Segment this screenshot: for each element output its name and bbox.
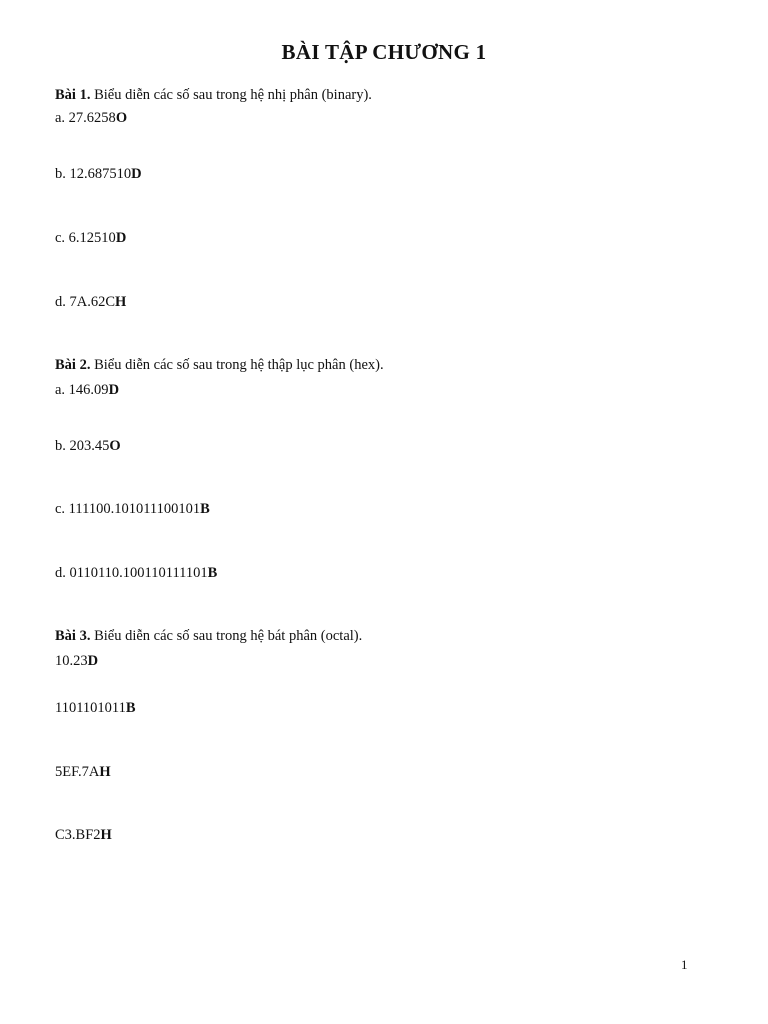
- exercise-1-label: Bài 1.: [55, 87, 91, 103]
- page-title: BÀI TẬP CHƯƠNG 1: [281, 40, 487, 64]
- item-base-suffix: H: [115, 294, 127, 310]
- item-number: 10.23: [55, 653, 88, 669]
- exercise-3-item-4: [55, 826, 112, 844]
- exercise-1-heading: [55, 86, 372, 104]
- exercise-2-instruction: Biểu diễn các số sau trong hệ thập lục phân (hex).: [90, 357, 384, 373]
- item-number: 1101101011: [55, 700, 126, 716]
- item-number: d. 7A.62C: [55, 294, 116, 310]
- exercise-2-heading: [55, 356, 384, 374]
- exercise-2-item-b: [55, 437, 121, 455]
- exercise-1-item-c: [55, 229, 126, 247]
- exercise-1-instruction: Biểu diễn các số sau trong hệ nhị phân (binary).: [90, 87, 372, 103]
- item-base-suffix: O: [115, 110, 128, 126]
- exercise-1-item-b: [55, 165, 142, 183]
- item-base-suffix: B: [200, 501, 210, 517]
- item-number: a. 146.09: [55, 382, 109, 398]
- exercise-2-item-d: [55, 564, 217, 582]
- item-base-suffix: D: [115, 230, 127, 246]
- item-number: C3.BF2: [55, 827, 101, 843]
- exercise-3-item-3: [55, 763, 111, 781]
- page-number: 1: [681, 957, 688, 972]
- exercise-3-instruction: Biểu diễn các số sau trong hệ bát phân (octal).: [90, 628, 363, 644]
- exercise-3-label: Bài 3.: [55, 628, 91, 644]
- exercise-3-heading: [55, 627, 362, 645]
- item-base-suffix: D: [131, 166, 142, 182]
- item-number: c. 6.12510: [55, 230, 116, 246]
- item-base-suffix: B: [125, 700, 136, 716]
- exercise-3-item-2: [55, 699, 136, 717]
- exercise-2-item-c: [55, 500, 210, 518]
- item-number: 5EF.7A: [55, 764, 100, 780]
- item-base-suffix: B: [207, 565, 218, 581]
- item-base-suffix: O: [109, 438, 121, 454]
- item-base-suffix: D: [87, 653, 99, 669]
- item-number: a. 27.6258: [55, 110, 116, 126]
- exercise-2-item-a: [55, 381, 119, 399]
- item-number: d. 0110110.100110111101: [55, 565, 208, 581]
- item-base-suffix: H: [100, 827, 112, 843]
- exercise-1-item-d: [55, 293, 126, 311]
- item-base-suffix: H: [99, 764, 111, 780]
- exercise-2-label: Bài 2.: [55, 357, 91, 373]
- item-number: b. 12.687510: [55, 166, 132, 182]
- item-number: b. 203.45: [55, 438, 110, 454]
- item-number: c. 111100.101011100101: [55, 501, 201, 517]
- exercise-3-item-1: [55, 652, 98, 670]
- exercise-1-item-a: [55, 109, 127, 127]
- item-base-suffix: D: [108, 382, 120, 398]
